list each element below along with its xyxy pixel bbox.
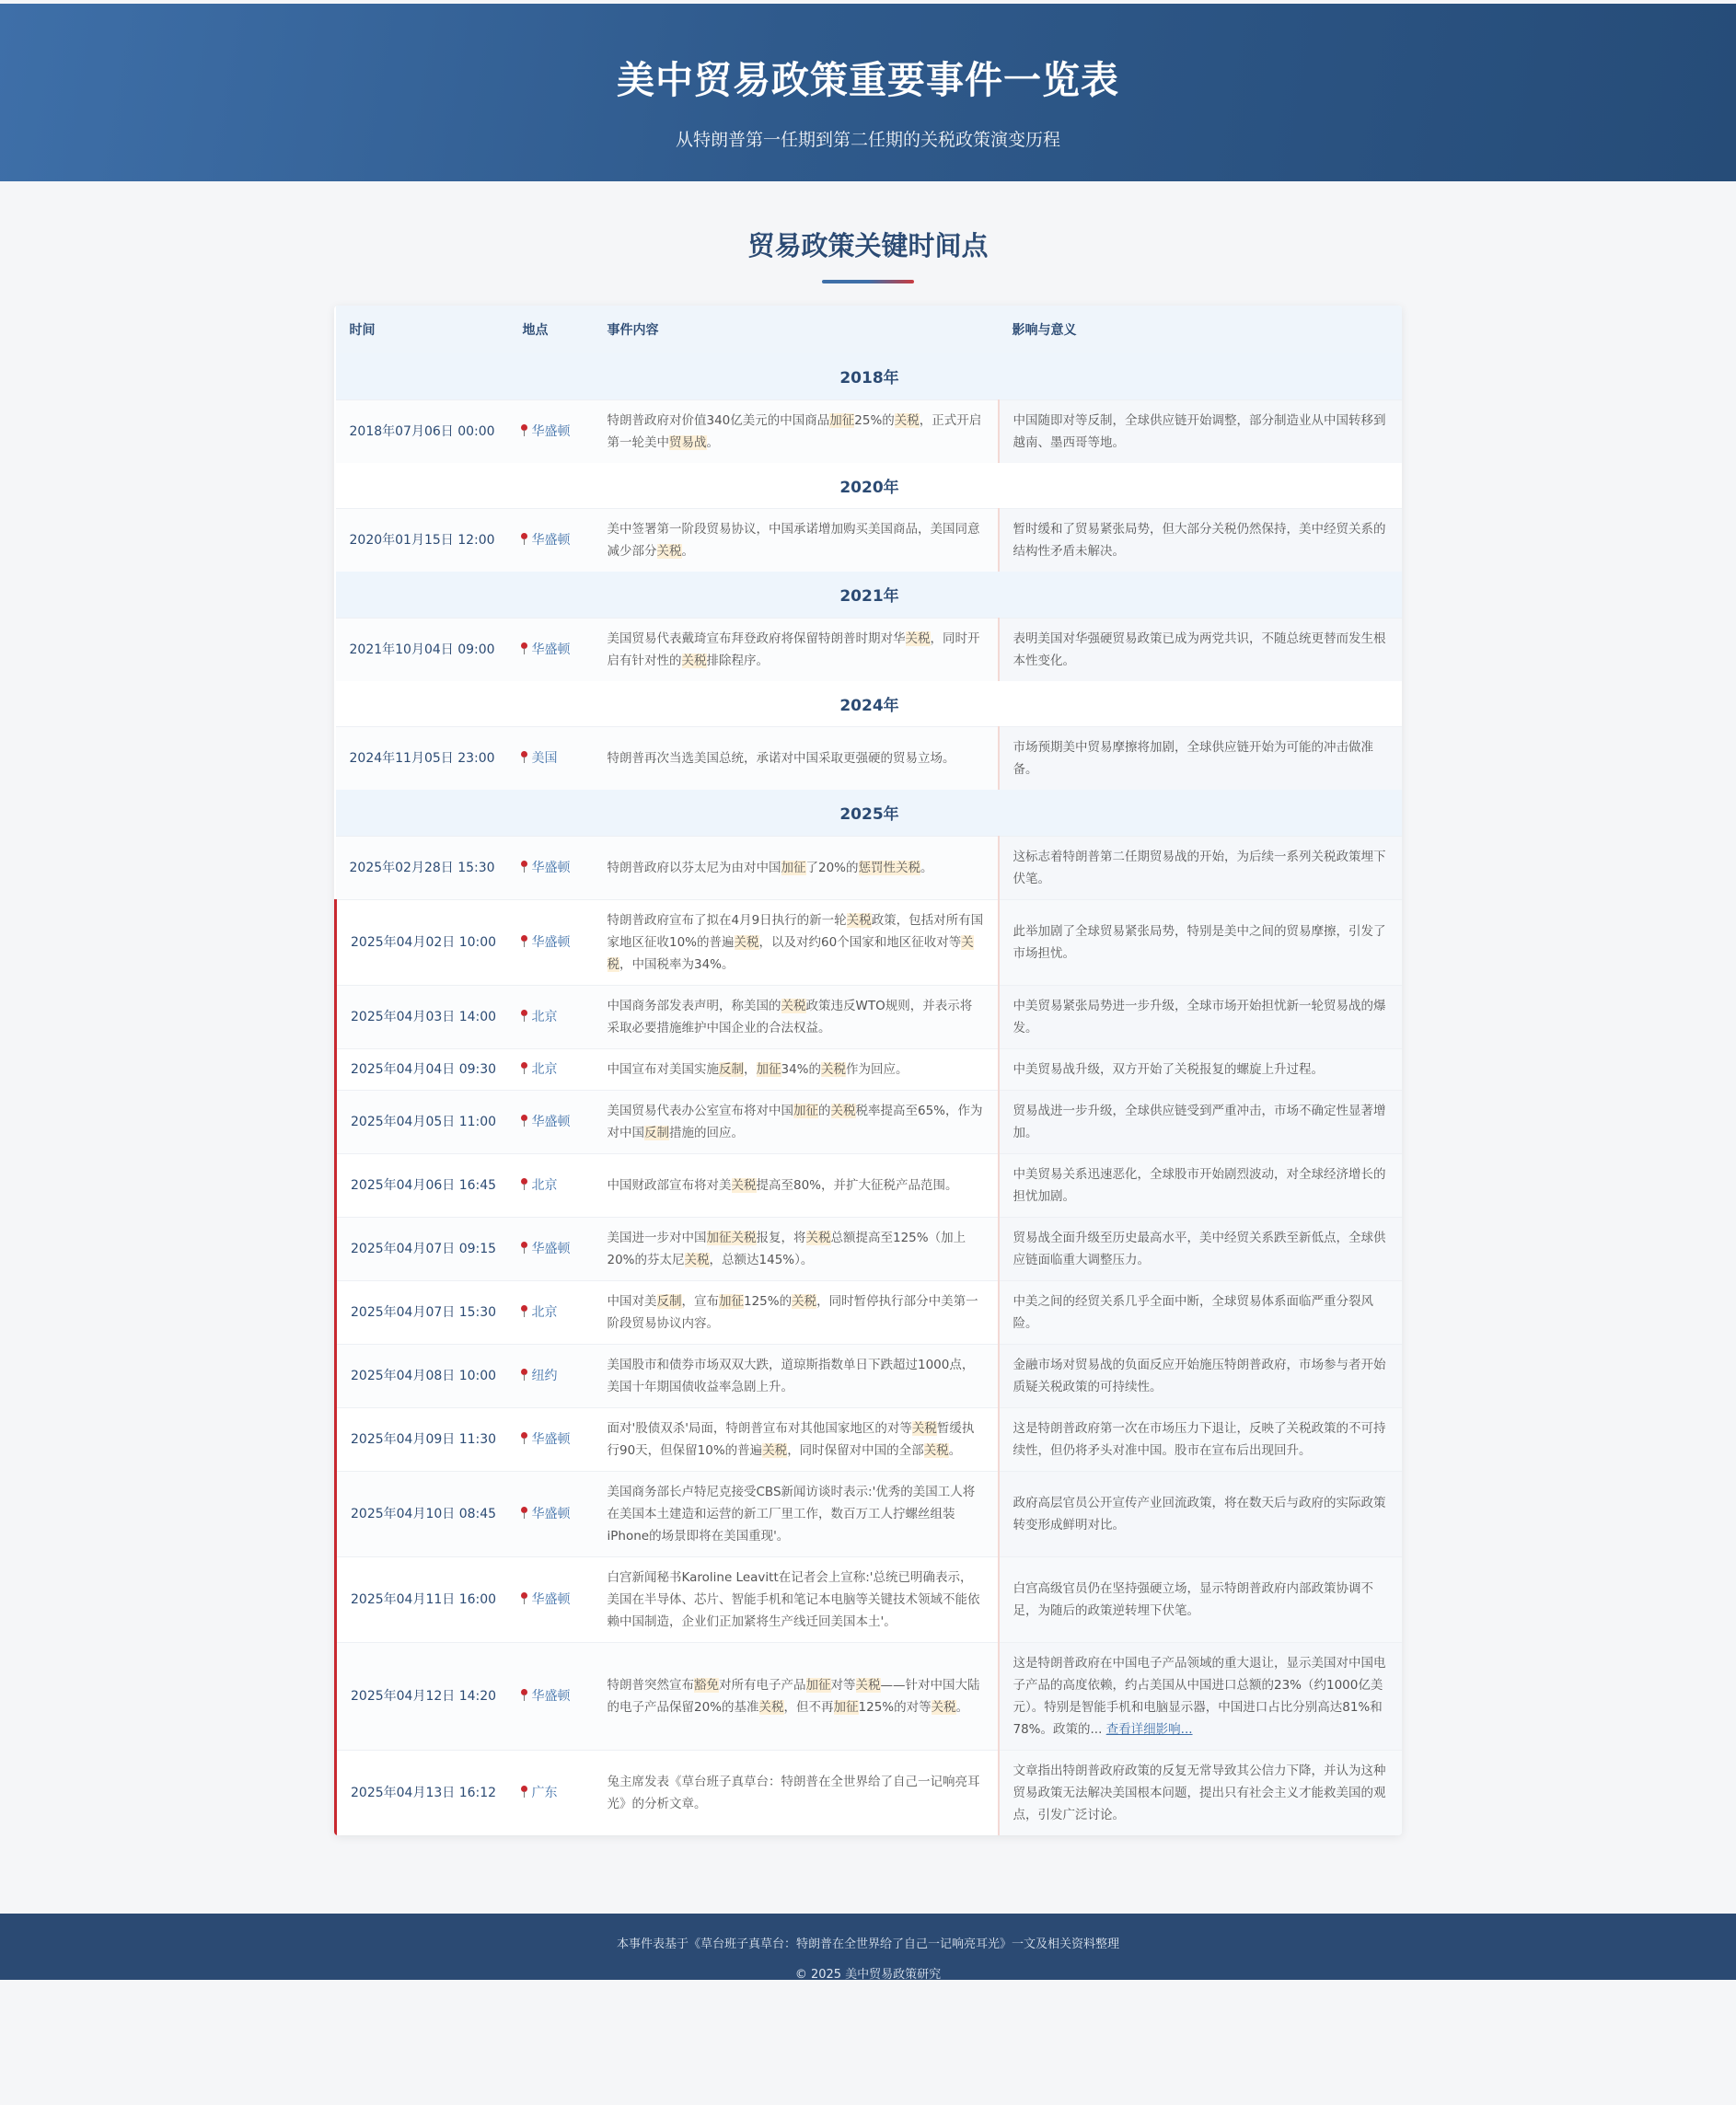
event-time: 2025年04月11日 16:00	[336, 1556, 509, 1642]
event-impact-cell	[999, 727, 1403, 791]
event-content	[594, 1750, 999, 1835]
table-row	[336, 1280, 1403, 1344]
event-impact-cell	[999, 1642, 1403, 1750]
location-pin-icon	[520, 1786, 528, 1798]
event-text: 作为回应。	[846, 1061, 909, 1077]
event-content	[594, 1090, 999, 1153]
event-time: 2025年04月09日 11:30	[336, 1407, 509, 1471]
event-text: 措施的回应。	[669, 1125, 744, 1140]
year-label: 2018年	[336, 353, 1403, 399]
event-impact-cell	[999, 509, 1403, 573]
event-place-cell	[509, 1750, 594, 1835]
event-impact: 这是特朗普政府第一次在市场压力下退让，反映了关税政策的不可持续性，但仍将矛头对准中国。股市在宣布后出现回升。	[1013, 1420, 1386, 1458]
year-label: 2024年	[336, 681, 1403, 727]
section-title: 贸易政策关键时间点	[747, 230, 989, 261]
page-title: 美中贸易政策重要事件一览表	[617, 58, 1119, 102]
event-impact: 中美之间的经贸关系几乎全面中断，全球贸易体系面临严重分裂风险。	[1013, 1293, 1373, 1331]
column-header-event: 事件内容	[594, 306, 999, 353]
event-text: 34%的	[781, 1061, 822, 1077]
event-time: 2025年04月02日 10:00	[336, 899, 509, 985]
event-impact: 贸易战全面升级至历史最高水平，美中经贸关系跌至新低点，全球供应链面临重大调整压力。	[1013, 1230, 1386, 1267]
event-text: 特朗普政府宣布了拟在4月9日执行的新一轮	[607, 912, 847, 928]
event-place: 美国	[531, 751, 558, 766]
event-impact-cell	[999, 1090, 1403, 1153]
event-place: 华盛顿	[531, 934, 571, 950]
event-time: 2025年04月04日 09:30	[336, 1048, 509, 1090]
event-text: 。	[920, 860, 933, 875]
event-time: 2025年04月08日 10:00	[336, 1344, 509, 1407]
event-place: 北京	[531, 1304, 558, 1320]
event-impact-cell	[999, 1471, 1403, 1556]
location-pin-icon	[520, 1507, 528, 1519]
event-content	[594, 399, 999, 463]
table-row	[336, 1217, 1403, 1280]
event-place-cell	[509, 509, 594, 573]
event-place: 华盛顿	[531, 1431, 571, 1447]
keyword-highlight: 关税	[830, 1103, 856, 1118]
event-place: 华盛顿	[531, 860, 571, 875]
event-place-cell	[509, 399, 594, 463]
footer-copyright: © 2025 美中贸易政策研究	[794, 1967, 942, 1980]
event-place: 北京	[531, 1177, 558, 1193]
event-text: 总额提高至125%（加上20%的芬太尼	[607, 1230, 966, 1267]
event-text: 美国贸易代表戴琦宣布拜登政府将保留特朗普时期对华	[607, 630, 906, 646]
location-pin-icon	[520, 1062, 528, 1074]
table-row	[336, 1750, 1403, 1835]
event-text: ，但不再	[783, 1699, 834, 1715]
event-text: 。	[706, 434, 719, 450]
event-place: 北京	[531, 1061, 558, 1077]
page-subtitle: 从特朗普第一任期到第二任期的关税政策演变历程	[675, 130, 1060, 150]
location-pin-icon	[520, 1689, 528, 1701]
event-impact: 贸易战进一步升级，全球供应链受到严重冲击，市场不确定性显著增加。	[1013, 1103, 1386, 1140]
keyword-highlight: 惩罚性关税	[858, 860, 921, 875]
keyword-highlight: 关税	[805, 1230, 831, 1245]
table-row	[336, 1090, 1403, 1153]
location-pin-icon	[520, 533, 528, 545]
year-group-row	[336, 463, 1403, 509]
event-text: 政策违反WTO规则，并表示将采取必要措施维护中国企业的合法权益。	[607, 998, 973, 1035]
event-place-cell	[509, 1556, 594, 1642]
location-pin-icon	[520, 1432, 528, 1444]
event-text: ，同时开启有针对性的	[607, 630, 980, 668]
table-row	[336, 1556, 1403, 1642]
event-content	[594, 899, 999, 985]
event-time: 2025年04月05日 11:00	[336, 1090, 509, 1153]
location-pin-icon	[520, 642, 528, 654]
keyword-highlight: 反制	[644, 1125, 669, 1140]
event-text: ，	[744, 1061, 757, 1077]
keyword-highlight: 关税	[607, 934, 974, 972]
keyword-highlight: 关税	[731, 1177, 757, 1193]
event-impact: 此举加剧了全球贸易紧张局势，特别是美中之间的贸易摩擦，引发了市场担忧。	[1013, 923, 1386, 961]
location-pin-icon	[520, 1178, 528, 1190]
year-group-row	[336, 681, 1403, 727]
keyword-highlight: 加征	[781, 860, 806, 875]
events-table	[334, 306, 1402, 1835]
year-group-row	[336, 572, 1403, 618]
event-place: 华盛顿	[531, 642, 571, 657]
event-time: 2025年04月13日 16:12	[336, 1750, 509, 1835]
year-group-row	[336, 790, 1403, 836]
event-text: 报复，将	[756, 1230, 806, 1245]
keyword-highlight: 关税	[905, 630, 931, 646]
location-pin-icon	[520, 1369, 528, 1381]
keyword-highlight: 加征	[719, 1293, 744, 1309]
event-time: 2020年01月15日 12:00	[336, 509, 509, 573]
event-text: 对等	[830, 1677, 856, 1693]
event-content	[594, 509, 999, 573]
event-text: 白宫新闻秘书Karoline Leavitt在记者会上宣称:'总统已明确表示，美国在半导体、芯片、智能手机和笔记本电脑等关键技术领域不能依赖中国制造，企业们正加紧将生产线迁回美国本土'。	[607, 1569, 980, 1629]
event-impact-cell	[999, 1280, 1403, 1344]
event-content	[594, 836, 999, 899]
event-impact-cell	[999, 1048, 1403, 1090]
events-table-container	[334, 306, 1402, 1835]
event-place: 广东	[531, 1785, 558, 1800]
column-header-impact: 影响与意义	[999, 306, 1403, 353]
keyword-highlight: 关税	[781, 998, 806, 1013]
keyword-highlight: 关税	[656, 544, 682, 559]
event-text: 排除程序。	[706, 653, 769, 668]
event-impact: 这是特朗普政府在中国电子产品领域的重大退让，显示美国对中国电子产品的高度依赖，约占美国从中国进口总额的23%（约1000亿美元）。特别是智能手机和电脑显示器，中国进口占比分别高达81%和78%。政策的...	[1013, 1655, 1386, 1737]
table-row	[336, 509, 1403, 573]
event-text: ，正式开启第一轮美中	[607, 412, 982, 450]
event-time: 2018年07月06日 00:00	[336, 399, 509, 463]
keyword-highlight: 加征	[793, 1103, 818, 1118]
event-place-cell	[509, 1153, 594, 1217]
event-place-cell	[509, 1217, 594, 1280]
event-impact: 中美贸易战升级，双方开始了关税报复的螺旋上升过程。	[1013, 1061, 1324, 1077]
event-impact: 暂时缓和了贸易紧张局势，但大部分关税仍然保持，美中经贸关系的结构性矛盾未解决。	[1013, 522, 1386, 559]
event-impact-cell	[999, 618, 1403, 681]
event-place-cell	[509, 899, 594, 985]
event-text: 美国贸易代表办公室宣布将对中国	[607, 1103, 793, 1118]
location-pin-icon	[520, 1592, 528, 1604]
event-text: 政策，包括对所有国家地区征收10%的普遍	[607, 912, 984, 950]
year-group-row	[336, 353, 1403, 399]
keyword-highlight: 加征	[756, 1061, 781, 1077]
event-text: 美国商务部长卢特尼克接受CBS新闻访谈时表示:'优秀的美国工人将在美国本土建造和运营的新工厂里工作，数百万工人拧螺丝组装iPhone的场景即将在美国重现'。	[607, 1484, 976, 1544]
event-text: 了20%的	[805, 860, 859, 875]
keyword-highlight: 关税	[681, 653, 707, 668]
event-text: ——针对中国大陆的电子产品保留20%的基准	[607, 1677, 980, 1715]
event-content	[594, 1280, 999, 1344]
event-text: 中国商务部发表声明，称美国的	[607, 998, 781, 1013]
event-content	[594, 1153, 999, 1217]
event-time: 2025年04月10日 08:45	[336, 1471, 509, 1556]
keyword-highlight: 加征关税	[706, 1230, 757, 1245]
location-pin-icon	[520, 935, 528, 947]
event-time: 2025年04月07日 15:30	[336, 1280, 509, 1344]
event-text: 特朗普突然宣布	[607, 1677, 694, 1693]
event-impact: 中美贸易关系迅速恶化，全球股市开始剧烈波动，对全球经济增长的担忧加剧。	[1013, 1166, 1386, 1204]
event-place-cell	[509, 1280, 594, 1344]
event-place: 华盛顿	[531, 423, 571, 439]
location-pin-icon	[520, 1242, 528, 1254]
event-text: 中国对美	[607, 1293, 657, 1309]
event-impact-cell	[999, 1344, 1403, 1407]
event-text: 。	[681, 544, 694, 559]
event-impact-cell	[999, 1153, 1403, 1217]
keyword-highlight: 关税	[923, 1442, 949, 1458]
event-impact-cell	[999, 1750, 1403, 1835]
event-text: 兔主席发表《草台班子真草台：特朗普在全世界给了自己一记响亮耳光》的分析文章。	[607, 1774, 980, 1811]
event-place-cell	[509, 1090, 594, 1153]
keyword-highlight: 加征	[829, 412, 855, 428]
event-place: 华盛顿	[531, 533, 571, 548]
event-text: 税率提高至65%，作为对中国	[607, 1103, 983, 1140]
keyword-highlight: 关税	[762, 1442, 788, 1458]
event-text: ，宣布	[681, 1293, 719, 1309]
keyword-highlight: 关税	[734, 934, 759, 950]
event-text: 特朗普政府以芬太尼为由对中国	[607, 860, 781, 875]
event-text: ，中国税率为34%。	[619, 956, 735, 972]
keyword-highlight: 关税	[911, 1420, 937, 1436]
event-text: 特朗普政府对价值340亿美元的中国商品	[607, 412, 830, 428]
event-text: ，同时暂停执行部分中美第一阶段贸易协议内容。	[607, 1293, 978, 1331]
event-text: 暂缓执行90天，但保留10%的普遍	[607, 1420, 975, 1458]
event-place-cell	[509, 1471, 594, 1556]
keyword-highlight: 关税	[894, 412, 920, 428]
event-impact: 中国随即对等反制，全球供应链开始调整，部分制造业从中国转移到越南、墨西哥等地。	[1013, 412, 1386, 450]
table-row	[336, 399, 1403, 463]
event-place: 华盛顿	[531, 1506, 571, 1521]
table-row	[336, 836, 1403, 899]
event-text: ，总额达145%）。	[709, 1252, 814, 1267]
keyword-highlight: 关税	[855, 1677, 881, 1693]
location-pin-icon	[520, 861, 528, 873]
event-content	[594, 1048, 999, 1090]
event-impact-cell	[999, 836, 1403, 899]
event-text: 125%的对等	[858, 1699, 932, 1715]
event-place: 华盛顿	[531, 1688, 571, 1704]
event-impact: 金融市场对贸易战的负面反应开始施压特朗普政府，市场参与者开始质疑关税政策的可持续性。	[1013, 1357, 1386, 1394]
event-place: 华盛顿	[531, 1114, 571, 1129]
keyword-highlight: 加征	[833, 1699, 859, 1715]
keyword-highlight: 反制	[656, 1293, 682, 1309]
table-row	[336, 1407, 1403, 1471]
location-pin-icon	[520, 1115, 528, 1127]
event-impact: 这标志着特朗普第二任期贸易战的开始，为后续一系列关税政策埋下伏笔。	[1013, 849, 1386, 886]
year-label: 2025年	[336, 790, 1403, 836]
event-text: ，同时保留对中国的全部	[787, 1442, 924, 1458]
event-place: 北京	[531, 1009, 558, 1024]
location-pin-icon	[520, 1010, 528, 1022]
location-pin-icon	[520, 424, 528, 436]
location-pin-icon	[520, 751, 528, 763]
event-place-cell	[509, 1344, 594, 1407]
event-place-cell	[509, 1642, 594, 1750]
table-row	[336, 1344, 1403, 1407]
event-text: 美国进一步对中国	[607, 1230, 707, 1245]
event-impact-cell	[999, 1556, 1403, 1642]
table-row	[336, 1471, 1403, 1556]
event-time: 2025年04月12日 14:20	[336, 1642, 509, 1750]
event-text: 美国股市和债券市场双双大跌，道琼斯指数单日下跌超过1000点，美国十年期国债收益率急剧上升。	[607, 1357, 975, 1394]
event-impact-cell	[999, 1407, 1403, 1471]
event-impact: 表明美国对华强硬贸易政策已成为两党共识，不随总统更替而发生根本性变化。	[1013, 630, 1386, 668]
event-impact-cell	[999, 985, 1403, 1048]
event-place-cell	[509, 1048, 594, 1090]
event-content	[594, 1407, 999, 1471]
event-impact-cell	[999, 899, 1403, 985]
keyword-highlight: 豁免	[694, 1677, 719, 1693]
event-text: 美中签署第一阶段贸易协议，中国承诺增加购买美国商品，美国同意减少部分	[607, 522, 980, 559]
event-text: ，以及对约60个国家和地区征收对等	[758, 934, 962, 950]
event-impact: 白宫高级官员仍在坚持强硬立场，显示特朗普政府内部政策协调不足，为随后的政策逆转埋下伏笔。	[1013, 1580, 1373, 1618]
keyword-highlight: 反制	[719, 1061, 744, 1077]
keyword-highlight: 关税	[758, 1699, 784, 1715]
event-place-cell	[509, 985, 594, 1048]
event-text: 。	[955, 1699, 969, 1715]
event-time: 2021年10月04日 09:00	[336, 618, 509, 681]
event-text: 25%的	[854, 412, 895, 428]
event-impact: 市场预期美中贸易摩擦将加剧，全球供应链开始为可能的冲击做准备。	[1013, 740, 1373, 777]
keyword-highlight: 贸易战	[669, 434, 707, 450]
table-row	[336, 1642, 1403, 1750]
event-place-cell	[509, 618, 594, 681]
event-content	[594, 618, 999, 681]
event-place-cell	[509, 727, 594, 791]
location-pin-icon	[520, 1305, 528, 1317]
event-time: 2025年02月28日 15:30	[336, 836, 509, 899]
year-label: 2021年	[336, 572, 1403, 618]
event-content	[594, 1217, 999, 1280]
keyword-highlight: 关税	[846, 912, 872, 928]
event-impact: 文章指出特朗普政府政策的反复无常导致其公信力下降，并认为这种贸易政策无法解决美国根本问题，提出只有社会主义才能救美国的观点，引发广泛讨论。	[1013, 1763, 1386, 1822]
event-time: 2025年04月03日 14:00	[336, 985, 509, 1048]
keyword-highlight: 加征	[805, 1677, 831, 1693]
event-content	[594, 1556, 999, 1642]
event-time: 2024年11月05日 23:00	[336, 727, 509, 791]
table-row	[336, 1048, 1403, 1090]
event-content	[594, 727, 999, 791]
table-header-row	[336, 306, 1403, 353]
event-content	[594, 1471, 999, 1556]
event-text: 中国财政部宣布将对美	[607, 1177, 732, 1193]
event-impact-cell	[999, 1217, 1403, 1280]
event-text: 125%的	[744, 1293, 793, 1309]
table-body	[336, 353, 1403, 1835]
keyword-highlight: 关税	[792, 1293, 817, 1309]
event-impact: 中美贸易紧张局势进一步升级，全球市场开始担忧新一轮贸易战的爆发。	[1013, 998, 1386, 1035]
keyword-highlight: 关税	[684, 1252, 710, 1267]
column-header-place: 地点	[509, 306, 594, 353]
event-time: 2025年04月06日 16:45	[336, 1153, 509, 1217]
keyword-highlight: 关税	[821, 1061, 847, 1077]
footer-source: 本事件表基于《草台班子真草台：特朗普在全世界给了自己一记响亮耳光》一文及相关资料整理	[616, 1937, 1119, 1951]
event-content	[594, 985, 999, 1048]
event-time: 2025年04月07日 09:15	[336, 1217, 509, 1280]
table-row	[336, 727, 1403, 791]
event-place: 华盛顿	[531, 1591, 571, 1607]
table-row	[336, 1153, 1403, 1217]
event-text: 。	[948, 1442, 962, 1458]
event-impact: 政府高层官员公开宣传产业回流政策，将在数天后与政府的实际政策转变形成鲜明对比。	[1013, 1495, 1386, 1532]
event-place-cell	[509, 1407, 594, 1471]
column-header-time: 时间	[336, 306, 509, 353]
view-detail-link[interactable]: 查看详细影响...	[1105, 1721, 1193, 1737]
title-underline	[822, 280, 914, 283]
event-place-cell	[509, 836, 594, 899]
event-text: 特朗普再次当选美国总统，承诺对中国采取更强硬的贸易立场。	[607, 751, 955, 766]
page-footer	[0, 1914, 1736, 1980]
event-place: 华盛顿	[531, 1241, 571, 1256]
event-text: 中国宣布对美国实施	[607, 1061, 719, 1077]
event-text: 提高至80%，并扩大征税产品范围。	[756, 1177, 958, 1193]
event-place: 纽约	[531, 1368, 558, 1383]
event-content	[594, 1642, 999, 1750]
event-text: 的	[818, 1103, 831, 1118]
event-text: 面对'股债双杀'局面，特朗普宣布对其他国家地区的对等	[607, 1420, 912, 1436]
event-impact-cell	[999, 399, 1403, 463]
event-text: 对所有电子产品	[719, 1677, 806, 1693]
table-row	[336, 618, 1403, 681]
year-label: 2020年	[336, 463, 1403, 509]
table-row	[336, 985, 1403, 1048]
table-row	[336, 899, 1403, 985]
keyword-highlight: 关税	[931, 1699, 956, 1715]
event-content	[594, 1344, 999, 1407]
page-header	[0, 4, 1736, 181]
